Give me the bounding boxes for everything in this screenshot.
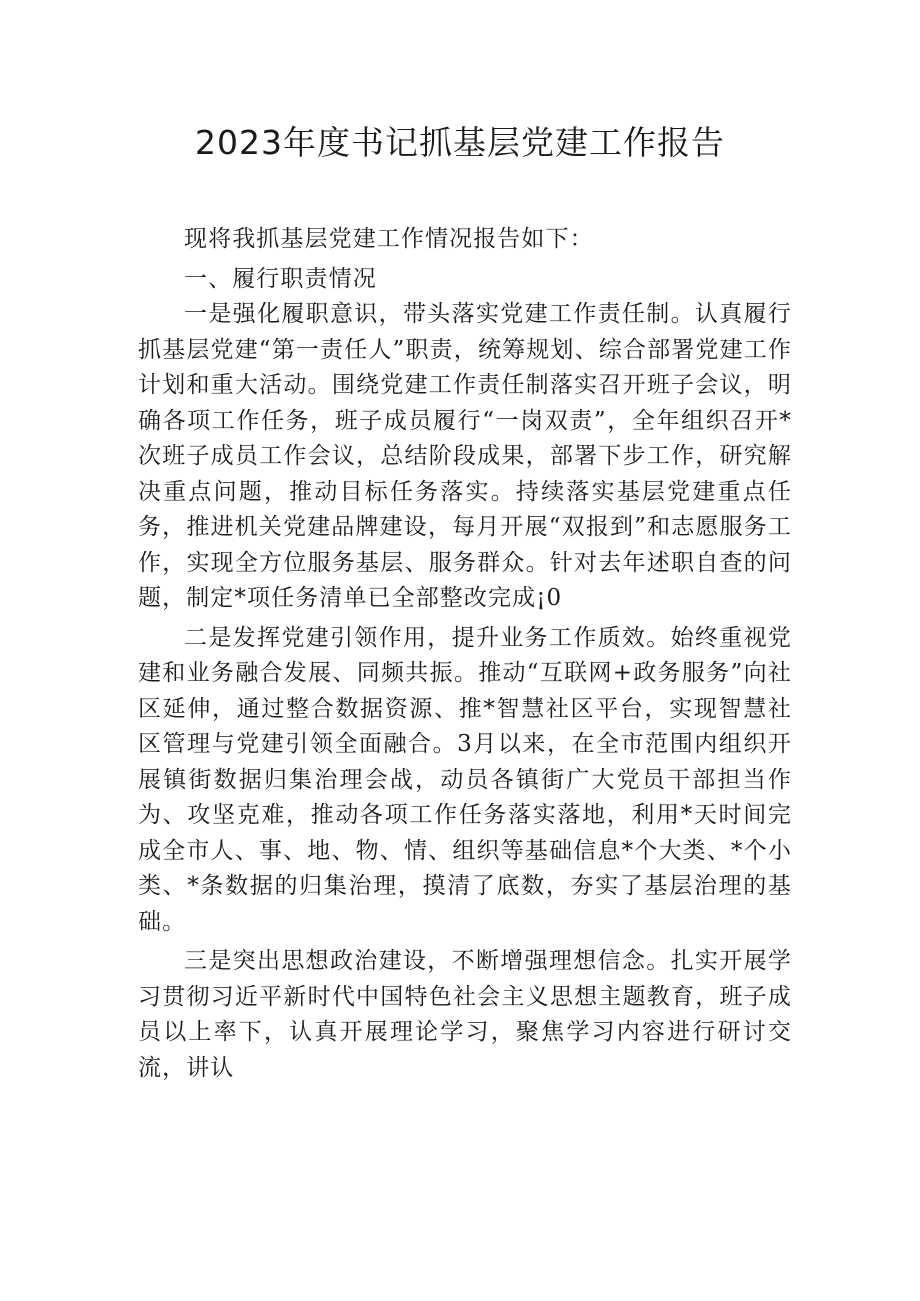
- document-title: 2023年度书记抓基层党建工作报告: [195, 123, 725, 162]
- section-heading-performance: 一、履行职责情况: [184, 265, 377, 292]
- intro-paragraph: 现将我抓基层党建工作情况报告如下：: [184, 226, 594, 252]
- paragraph-ideological-building: 三是突出思想政治建设，不断增强理想信念。扎实开展学习贯彻习近平新时代中国特色社会主义思想主题教育，班子成员以上率下，认真开展理论学习，聚焦学习内容进行研讨交流，讲认: [138, 948, 792, 1081]
- document-body: [138, 222, 792, 1086]
- paragraph-responsibility: 一是强化履职意识，带头落实党建工作责任制。认真履行抓基层党建“第一责任人”职责，统筹规划、综合部署党建工作计划和重大活动。围绕党建工作责任制落实召开班子会议，明确各项工作任务，班子成员履行“一岗双责”，全年组织召开*次班子成员工作会议，总结阶段成果，部署下步工作，研究解决重点问题，推动目标任务落实。持续落实基层党建重点任务，推进机关党建品牌建设，每月开展“双报到”和志愿服务工作，实现全方位服务基层、服务群众。针对去年述职自查的问题，制定*项任务清单已全部整改完成¡0: [138, 301, 792, 611]
- paragraph-party-leadership: 二是发挥党建引领作用，提升业务工作质效。始终重视党建和业务融合发展、同频共振。推动“互联网+政务服务”向社区延伸，通过整合数据资源、推*智慧社区平台，实现智慧社区管理与党建引领全面融合。3月以来，在全市范围内组织开展镇街数据归集治理会战，动员各镇街广大党员干部担当作为、攻坚克难，推动各项工作任务落实落地，利用*天时间完成全市人、事、地、物、情、组织等基础信息*个大类、*个小类、*条数据的归集治理，摸清了底数，夯实了基层治理的基础。: [138, 624, 792, 935]
